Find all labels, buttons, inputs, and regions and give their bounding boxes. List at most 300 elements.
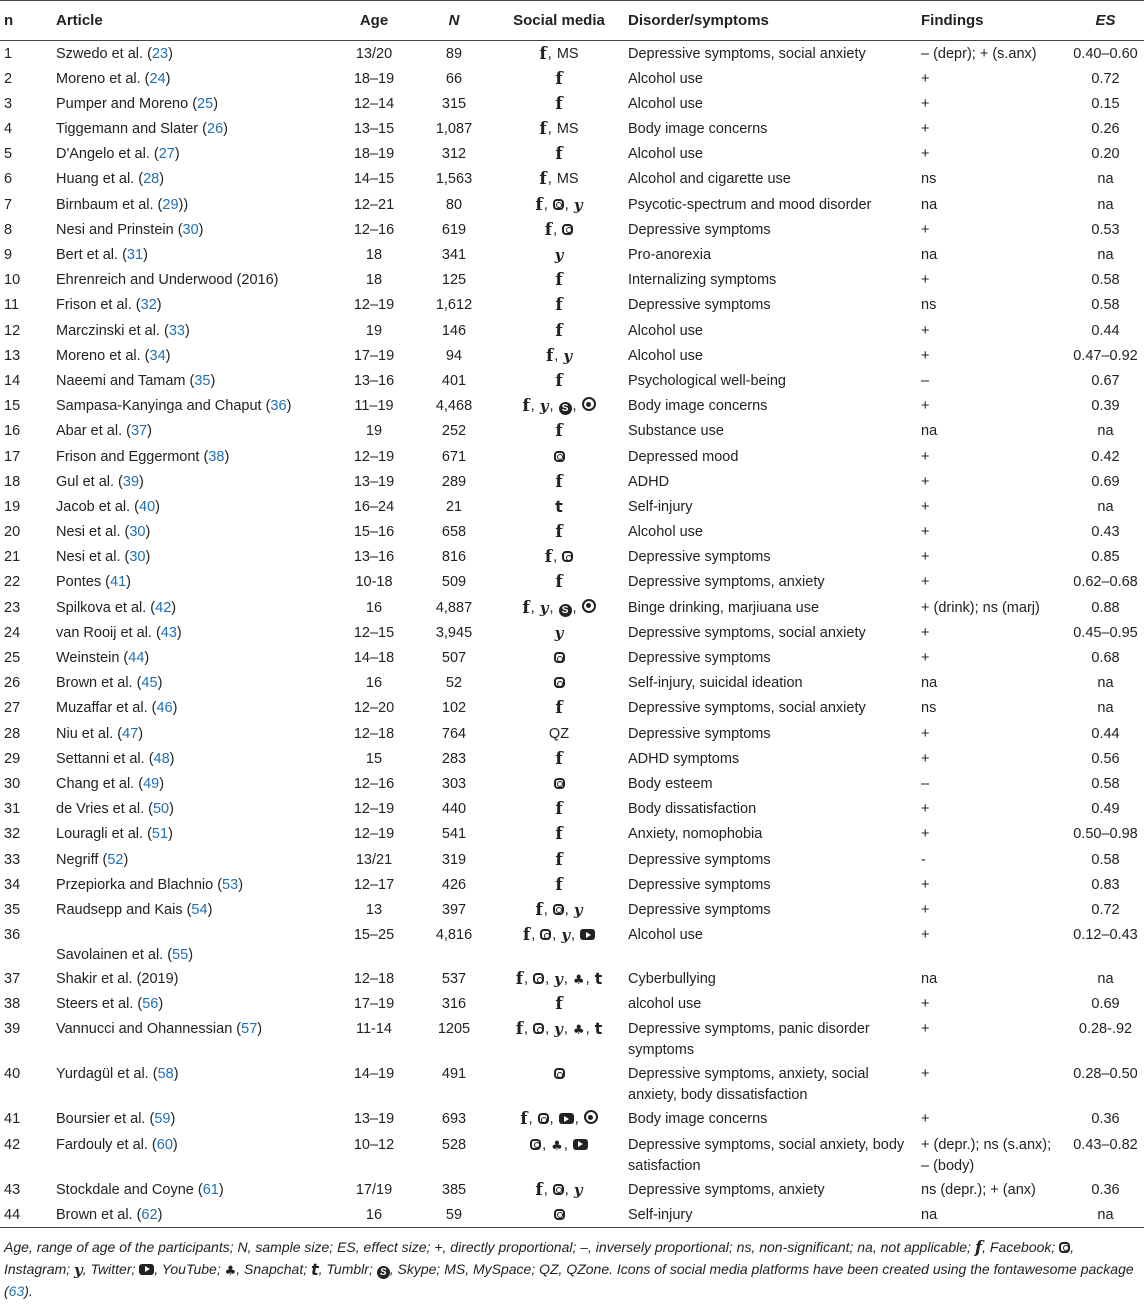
- article-cell: [52, 418, 334, 443]
- footnote-text: , Snapchat;: [236, 1260, 311, 1277]
- reference-link[interactable]: 44: [128, 650, 145, 666]
- article-cell: [52, 242, 334, 267]
- article-close: ): [170, 1111, 176, 1128]
- findings-cell: – (depr); + (s.anx): [921, 46, 1037, 62]
- sample-size-cell: 21: [445, 498, 463, 515]
- article-author: Vannucci and Ohannessian (: [56, 1021, 242, 1038]
- age-cell: 12–19: [353, 448, 395, 465]
- table-row: [0, 595, 1144, 620]
- skype-icon: S: [559, 604, 572, 617]
- table-row: [0, 1061, 1144, 1106]
- table-row: [0, 645, 1144, 670]
- reference-link[interactable]: 24: [149, 70, 166, 87]
- table-row: [0, 897, 1144, 922]
- table-row: [0, 519, 1144, 544]
- facebook-icon: f: [515, 1019, 524, 1040]
- article-cell: [52, 821, 334, 846]
- disorder-cell: Depressive symptoms: [628, 297, 771, 314]
- row-number: 24: [4, 624, 21, 641]
- header-n: n: [0, 1, 52, 41]
- reference-link[interactable]: 31: [126, 247, 144, 263]
- article-author: Bert et al. (: [56, 247, 127, 263]
- article-author: Muzaffar et al. (: [56, 700, 157, 717]
- row-number: 15: [4, 398, 21, 415]
- header-article: Article: [52, 1, 334, 41]
- article-close: ): [207, 901, 213, 918]
- youtube-icon: [580, 929, 595, 940]
- findings-cell: na: [917, 1202, 1067, 1227]
- article-author: Frison and Eggermont (: [56, 448, 209, 465]
- row-number: 11: [4, 297, 20, 314]
- instagram-icon: [553, 1184, 564, 1195]
- article-close: ): [145, 524, 151, 541]
- reference-link[interactable]: 38: [208, 448, 225, 465]
- reference-link[interactable]: 39: [122, 473, 140, 490]
- article-author: Fardouly et al. (: [56, 1136, 157, 1153]
- table-row: [0, 1132, 1144, 1177]
- article-author: Naeemi and Tamam (: [56, 372, 195, 389]
- article-cell: [52, 771, 334, 796]
- reference-link[interactable]: 53: [222, 876, 239, 893]
- sample-size-cell: 315: [441, 95, 467, 112]
- article-close: ): [238, 876, 244, 893]
- facebook-icon: f: [520, 1109, 528, 1130]
- social-media-cell: [494, 1132, 624, 1177]
- sample-size-cell: 3,945: [435, 624, 473, 641]
- age-cell: 17/19: [355, 1181, 393, 1198]
- row-number: 40: [4, 1066, 21, 1083]
- instagram-icon: [554, 677, 565, 688]
- reference-link[interactable]: 50: [152, 801, 170, 818]
- instagram-icon: [554, 1068, 565, 1079]
- disorder-cell: Alcohol use: [628, 322, 703, 339]
- reference-link[interactable]: 62: [141, 1206, 158, 1223]
- instagram-icon: [553, 904, 564, 915]
- article-author: Sampasa-Kanyinga and Chaput (: [56, 398, 271, 415]
- findings-cell: + (depr.); ns (s.anx); – (body): [921, 1136, 1052, 1174]
- article-close: ): [165, 70, 171, 87]
- reference-link[interactable]: 29: [162, 196, 179, 213]
- separator: ,: [543, 196, 552, 213]
- reference-link[interactable]: 47: [122, 725, 139, 742]
- article-cell: [52, 1202, 334, 1227]
- disorder-cell: Depressive symptoms: [628, 650, 771, 666]
- article-cell: [52, 192, 334, 217]
- effect-size-cell: 0.40–0.60: [1073, 46, 1138, 62]
- social-media-cell: [494, 91, 624, 116]
- article-close: ): [184, 322, 190, 339]
- article-author: Niu et al. (: [56, 725, 123, 742]
- disorder-cell: Depressive symptoms, social anxiety, body satisfaction: [628, 1136, 905, 1174]
- reference-link[interactable]: 27: [158, 146, 175, 163]
- tumblr-icon: t: [594, 969, 603, 989]
- separator: ,: [549, 599, 558, 616]
- facebook-icon: f: [522, 925, 531, 946]
- sample-size-cell: 1,563: [435, 171, 473, 188]
- tumblr-icon: t: [594, 1019, 603, 1039]
- sample-size-cell: 507: [441, 650, 467, 666]
- reference-link[interactable]: 58: [157, 1066, 174, 1083]
- reference-link[interactable]: 34: [149, 347, 166, 364]
- findings-cell: +: [921, 725, 930, 742]
- reference-link[interactable]: 30: [182, 221, 199, 238]
- facebook-icon: f: [515, 969, 524, 990]
- age-cell: 14–19: [353, 1066, 395, 1083]
- reference-link[interactable]: 56: [142, 996, 159, 1013]
- facebook-icon: f: [555, 144, 563, 165]
- table-row: [0, 41, 1144, 66]
- instagram-icon: [530, 1139, 541, 1150]
- row-number: 33: [4, 851, 21, 868]
- social-media-cell: [494, 695, 624, 720]
- reference-link[interactable]: 43: [160, 624, 177, 641]
- twitter-icon: y: [561, 926, 571, 945]
- effect-size-cell: 0.58: [1091, 297, 1120, 314]
- article-cell: [52, 620, 334, 645]
- findings-cell: +: [921, 624, 930, 641]
- reference-link[interactable]: 41: [110, 574, 127, 591]
- article-cell: [52, 991, 334, 1016]
- article-cell: [52, 847, 334, 872]
- social-media-cell: [494, 821, 624, 846]
- social-media-cell: [494, 141, 624, 166]
- article-close: ): [174, 146, 180, 163]
- twitter-icon: y: [554, 246, 564, 264]
- findings-cell: +: [921, 398, 930, 415]
- age-cell: 13/20: [355, 46, 393, 62]
- effect-size-cell: 0.62–0.68: [1073, 574, 1138, 591]
- table-row: [0, 796, 1144, 821]
- article-author: Nesi et al. (: [56, 524, 130, 541]
- skype-icon: S: [377, 1266, 390, 1279]
- disorder-cell: Depressive symptoms, anxiety: [628, 574, 825, 591]
- sample-size-cell: 816: [441, 549, 467, 566]
- article-cell: [52, 544, 334, 569]
- row-number: 29: [4, 750, 21, 767]
- article-author: Settanni et al. (: [56, 750, 154, 767]
- findings-cell: +: [921, 650, 930, 666]
- article-author: de Vries et al. (: [56, 801, 153, 818]
- age-cell: 18: [365, 272, 383, 289]
- separator: ,: [552, 927, 561, 944]
- sample-size-cell: 4,816: [435, 927, 473, 944]
- findings-cell: na: [921, 196, 938, 213]
- article-author: Tiggemann and Slater (: [56, 121, 207, 138]
- article-close: ): [158, 996, 164, 1013]
- table-row: [0, 721, 1144, 746]
- reference-link[interactable]: 57: [241, 1021, 258, 1038]
- header-sample-size: N: [414, 1, 494, 41]
- footnote-text: , Skype; MS, MySpace; QZ, QZone. Icons of social media platforms have been created using the fontawesome package (: [4, 1260, 1134, 1299]
- reference-link[interactable]: 48: [153, 750, 170, 767]
- reference-link[interactable]: 46: [156, 700, 173, 717]
- effect-size-cell: 0.67: [1091, 372, 1120, 389]
- separator: ,: [545, 971, 554, 988]
- whatsapp-icon: [584, 1110, 598, 1124]
- reference-link[interactable]: 37: [130, 423, 148, 440]
- row-number: 42: [4, 1136, 21, 1153]
- facebook-icon: f: [544, 547, 553, 568]
- article-cell: [52, 872, 334, 897]
- reference-link[interactable]: 36: [270, 398, 287, 415]
- social-media-cell: [494, 544, 624, 569]
- twitter-icon: y: [539, 397, 549, 416]
- findings-cell: +: [921, 574, 930, 591]
- age-cell: 16: [365, 675, 383, 692]
- age-cell: 18: [365, 247, 383, 263]
- footnote-text: , YouTube;: [154, 1260, 225, 1277]
- footnote-text: ).: [24, 1282, 33, 1299]
- reference-link[interactable]: 26: [207, 121, 224, 138]
- reference-link[interactable]: 33: [168, 322, 185, 339]
- separator: ,: [563, 971, 572, 988]
- social-media-cell: [494, 796, 624, 821]
- social-media-cell: [494, 41, 624, 66]
- article-close: ): [145, 549, 151, 566]
- twitter-icon: y: [573, 900, 583, 919]
- table-row: [0, 192, 1144, 217]
- table-row: [0, 670, 1144, 695]
- social-media-cell: [494, 991, 624, 1016]
- social-media-cell: [494, 966, 624, 991]
- article-author: Steers et al. (: [56, 996, 143, 1013]
- social-media-cell: [494, 1106, 624, 1131]
- disorder-cell: Self-injury: [624, 1202, 917, 1227]
- sample-size-cell: 401: [441, 372, 467, 389]
- reference-link[interactable]: 60: [156, 1136, 173, 1153]
- row-number: 31: [4, 801, 21, 818]
- reference-link[interactable]: 63: [8, 1282, 25, 1299]
- article-close: ): [210, 372, 216, 389]
- footnote-text: , Facebook;: [982, 1238, 1060, 1255]
- age-cell: 12–14: [353, 95, 395, 112]
- social-media-cell: [494, 771, 624, 796]
- article-cell: [52, 1106, 334, 1131]
- reference-link[interactable]: 30: [129, 524, 146, 541]
- article-cell: [52, 141, 334, 166]
- reference-link[interactable]: 40: [139, 498, 156, 515]
- reference-link[interactable]: 45: [141, 675, 158, 692]
- effect-size-cell: 0.12–0.43: [1073, 927, 1138, 944]
- effect-size-cell: na: [1097, 700, 1114, 717]
- table-row: [0, 469, 1144, 494]
- reference-link[interactable]: 59: [154, 1111, 171, 1128]
- reference-link[interactable]: 35: [194, 372, 211, 389]
- findings-cell: –: [921, 775, 930, 792]
- article-cell: [52, 343, 334, 368]
- article-close: ): [139, 473, 144, 490]
- snapchat-icon: ♣: [551, 1138, 563, 1154]
- footnote-text: Age, range of age of the participants; N, sample size; ES, effect size; +, directly proportional; –, inversely proportional; ns, non-significant; na, not applicable;: [4, 1238, 975, 1255]
- sample-size-cell: 385: [441, 1181, 467, 1198]
- article-close: ): [126, 574, 131, 591]
- findings-cell: +: [921, 498, 930, 515]
- effect-size-cell: na: [1097, 423, 1114, 440]
- findings-cell: +: [921, 876, 930, 893]
- article-cell: [52, 746, 334, 771]
- instagram-icon: [553, 199, 564, 210]
- reference-link[interactable]: 25: [197, 95, 214, 112]
- article-author: Moreno et al. (: [56, 70, 150, 87]
- footnote-text: , Tumblr;: [318, 1260, 377, 1277]
- disorder-cell: Alcohol use: [628, 70, 703, 87]
- reference-link[interactable]: 42: [155, 599, 172, 616]
- table-row: [0, 343, 1144, 368]
- social-media-cell: [494, 393, 624, 418]
- effect-size-cell: 0.58: [1091, 272, 1120, 289]
- row-number: 23: [4, 599, 21, 616]
- disorder-cell: ADHD symptoms: [628, 750, 740, 767]
- instagram-icon: [562, 551, 573, 562]
- reference-link[interactable]: 61: [202, 1181, 219, 1198]
- instagram-icon: [1059, 1242, 1070, 1253]
- age-cell: 11-14: [355, 1021, 392, 1038]
- separator: ,: [531, 927, 540, 944]
- table-row: [0, 418, 1144, 443]
- effect-size-cell: na: [1097, 675, 1114, 692]
- social-media-cell: [494, 217, 624, 242]
- article-cell: [52, 91, 334, 116]
- platform-abbrev: MS: [556, 46, 579, 62]
- sample-size-cell: 303: [441, 775, 467, 792]
- row-number: 37: [4, 971, 21, 988]
- reference-link[interactable]: 49: [143, 775, 160, 792]
- effect-size-cell: 0.58: [1091, 775, 1120, 792]
- disorder-cell: Alcohol and cigarette use: [628, 171, 791, 188]
- article-cell: [52, 897, 334, 922]
- article-cell: [52, 393, 334, 418]
- facebook-icon: f: [555, 370, 563, 391]
- social-media-cell: [494, 595, 624, 620]
- sample-size-cell: 283: [441, 750, 467, 767]
- facebook-icon: f: [535, 1179, 543, 1200]
- twitter-icon: y: [554, 970, 563, 989]
- row-number: 9: [4, 247, 13, 263]
- twitter-icon: y: [554, 1020, 563, 1039]
- effect-size-cell: 0.68: [1091, 650, 1120, 666]
- age-cell: 12–20: [353, 700, 395, 717]
- sample-size-cell: 4,468: [435, 398, 473, 415]
- tumblr-icon: t: [555, 496, 563, 516]
- row-number: 13: [4, 347, 21, 364]
- age-cell: 12–19: [353, 826, 395, 843]
- article-cell: [52, 166, 334, 191]
- disorder-cell: Psychological well-being: [628, 372, 786, 389]
- instagram-icon: [554, 778, 565, 789]
- disorder-cell: Depressive symptoms, social anxiety: [628, 700, 866, 717]
- social-media-cell: [494, 922, 624, 966]
- disorder-cell: Depressive symptoms: [628, 876, 771, 893]
- findings-cell: –: [921, 372, 930, 389]
- article-cell: [52, 1177, 334, 1202]
- separator: ,: [524, 1021, 533, 1038]
- reference-link[interactable]: 52: [107, 851, 124, 868]
- effect-size-cell: 0.28-.92: [1078, 1021, 1133, 1038]
- effect-size-cell: 0.39: [1091, 398, 1120, 415]
- article-author: van Rooij et al. (: [56, 624, 161, 641]
- reference-link[interactable]: 23: [151, 46, 169, 62]
- sample-size-cell: 528: [441, 1136, 467, 1153]
- findings-cell: +: [921, 121, 930, 138]
- row-number: 35: [4, 901, 21, 918]
- age-cell: 12–18: [353, 971, 395, 988]
- effect-size-cell: na: [1067, 1202, 1144, 1227]
- row-number: 34: [4, 876, 21, 893]
- reference-link[interactable]: 55: [172, 947, 189, 964]
- effect-size-cell: 0.72: [1091, 70, 1120, 87]
- row-number: 32: [4, 826, 21, 843]
- article-close: ): [168, 826, 173, 843]
- article-close: ): [224, 448, 230, 465]
- article-author: D'Angelo et al. (: [56, 146, 159, 163]
- facebook-icon: f: [535, 194, 543, 215]
- snapchat-icon: ♣: [572, 973, 585, 989]
- tumblr-icon: t: [310, 1259, 319, 1279]
- social-media-cell: [494, 166, 624, 191]
- table-row: [0, 494, 1144, 519]
- age-cell: 19: [365, 322, 383, 339]
- skype-icon: S: [559, 402, 572, 415]
- platform-abbrev: MS: [556, 121, 579, 138]
- row-number: 21: [4, 549, 21, 566]
- article-close: ): [157, 1206, 163, 1223]
- findings-cell: +: [921, 1111, 930, 1128]
- age-cell: 12–15: [353, 624, 395, 641]
- row-number: 38: [4, 996, 21, 1013]
- header-disorder: Disorder/symptoms: [624, 1, 917, 41]
- table-row: [0, 771, 1144, 796]
- article-cell: [52, 469, 334, 494]
- article-author: Pontes (: [56, 574, 110, 591]
- reference-link[interactable]: 28: [143, 171, 160, 188]
- reference-link[interactable]: 32: [140, 297, 157, 314]
- age-cell: 16: [365, 599, 383, 616]
- effect-size-cell: 0.56: [1091, 750, 1120, 767]
- disorder-cell: Self-injury: [628, 498, 693, 515]
- twitter-icon: y: [573, 195, 583, 214]
- header-effect-size: ES: [1067, 1, 1144, 41]
- article-close: ): [176, 624, 182, 641]
- reference-link[interactable]: 51: [151, 826, 169, 843]
- reference-link[interactable]: 30: [129, 549, 146, 566]
- facebook-icon: f: [555, 471, 563, 492]
- effect-size-cell: 0.43–0.82: [1073, 1136, 1138, 1153]
- disorder-cell: Depressive symptoms: [628, 851, 771, 868]
- facebook-icon: f: [555, 270, 563, 291]
- disorder-cell: Depressive symptoms, panic disorder symptoms: [628, 1021, 870, 1059]
- effect-size-cell: 0.53: [1091, 221, 1120, 238]
- article-cell: [52, 217, 334, 242]
- article-cell: [52, 116, 334, 141]
- disorder-cell: Depressive symptoms, social anxiety: [628, 46, 866, 62]
- disorder-cell: Depressive symptoms: [628, 221, 771, 238]
- article-author: Chang et al. (: [56, 775, 144, 792]
- sample-size-cell: 125: [441, 272, 467, 289]
- disorder-cell: ADHD: [628, 473, 670, 490]
- facebook-icon: f: [555, 320, 563, 341]
- social-media-cell: [494, 1016, 624, 1061]
- reference-link[interactable]: 54: [191, 901, 208, 918]
- separator: ,: [563, 1136, 572, 1153]
- article-author: Brown et al. (: [56, 1206, 142, 1223]
- table-row: [0, 746, 1144, 771]
- sample-size-cell: 252: [441, 423, 467, 440]
- separator: ,: [572, 599, 581, 616]
- article-author: Yurdagül et al. (: [56, 1066, 158, 1083]
- article-author: Savolainen et al. (: [56, 947, 173, 964]
- separator: ,: [545, 1021, 554, 1038]
- row-number: 8: [4, 221, 13, 238]
